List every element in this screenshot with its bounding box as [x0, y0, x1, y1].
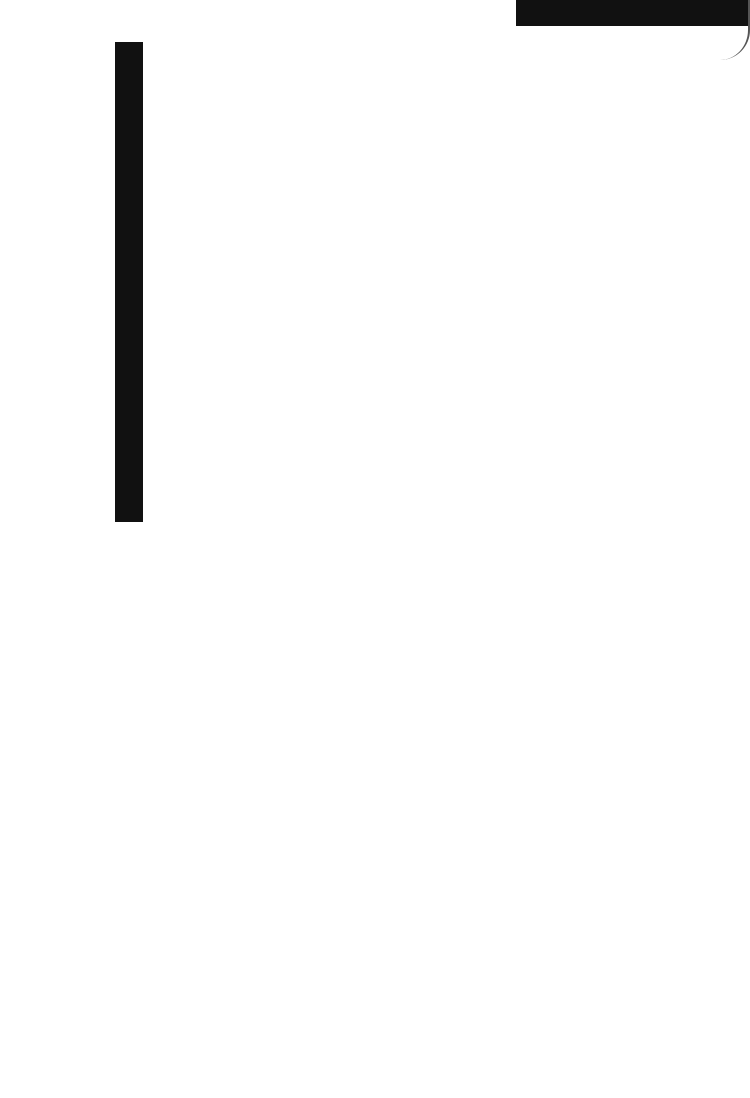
bottom-script-section — [20, 560, 720, 1020]
section-title-box — [115, 42, 143, 522]
header-curl-decoration — [710, 0, 750, 60]
